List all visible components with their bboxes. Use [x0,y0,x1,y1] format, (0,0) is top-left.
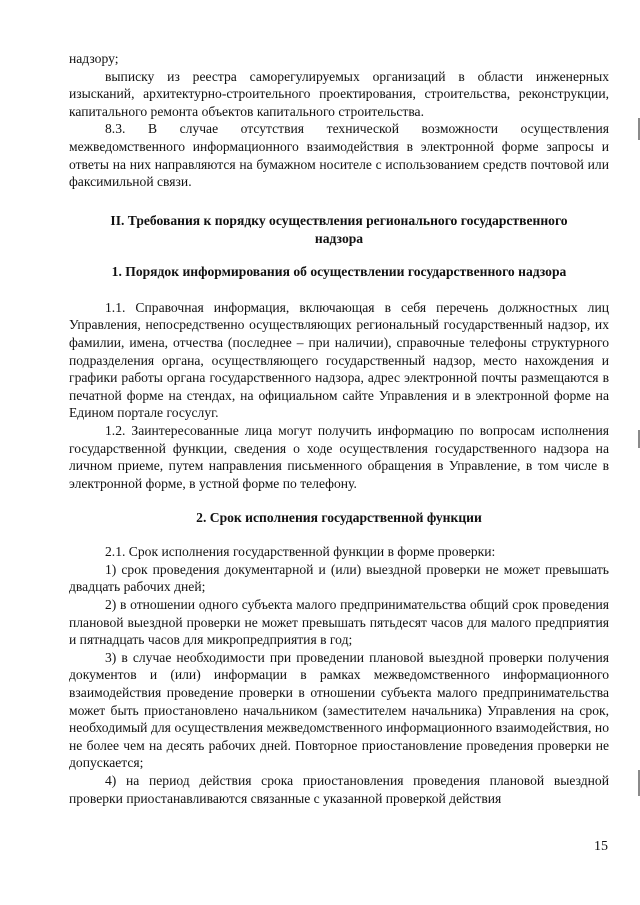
section-title: II. Требования к порядку осуществления регионального государственного [110,212,568,228]
paragraph: 1.1. Справочная информация, включающая в себя перечень должностных лиц Управления, непосредственно осуществляющих региональный государственный надзор, их фамилии, имена, отчества (последнее – при наличии), справочные телефоны структурного подразделения органа, осуществляющего государственный надзор, место нахождения и графики работы органа государственного надзора, адрес электронной почты размещаются в печатной форме на стендах, на официальном сайте Управления и в электронной форме на Едином портале госуслуг. [69,299,609,421]
paragraph: надзору; [69,51,119,66]
page-number: 15 [594,839,608,854]
paragraph: 1.2. Заинтересованные лица могут получить информацию по вопросам исполнения государственной функции, сведения о ходе осуществления государственного надзора на личном приеме, путем направления письменного обращения в Управление, в том числе в электронной форме, в устной форме по телефону. [69,422,609,491]
paragraph: 8.3. В случае отсутствия технической возможности осуществления межведомственного информационного взаимодействия в электронной форме запросы и ответы на них направляются на бумажном носителе с использованием средств почтовой или факсимильной связи. [69,121,609,190]
list-item: 4) на период действия срока приостановления проведения плановой выездной проверки приостанавливаются связанные с указанной проверкой действия [69,773,609,806]
list-item: 2) в отношении одного субъекта малого предпринимательства общий срок проведения плановой выездной проверки не может превышать пятьдесят часов для малого предприятия и пятнадцать часов для микропредприятия в год; [69,597,609,648]
subsection-title: 1. Порядок информирования об осуществлении государственного надзора [111,263,567,279]
section-title-continuation: надзора [314,230,364,246]
document-body [69,50,609,807]
paragraph: 2.1. Срок исполнения государственной функции в форме проверки: [105,544,496,560]
list-item: 1) срок проведения документарной и (или) выездной проверки не может превышать двадцать рабочих дней; [69,561,609,595]
subsection-title: 2. Срок исполнения государственной функции [196,510,482,526]
paragraph: выписку из реестра саморегулируемых организаций в области инженерных изысканий, архитектурно-строительного проектирования, строительства, реконструкции, капитального ремонта объектов капитального строительства. [69,68,609,119]
list-item: 3) в случае необходимости при проведении плановой выездной проверки получения документов и (или) информации в рамках межведомственного информационного взаимодействия проведение проверки в отношении субъекта малого предпринимательства может быть приостановлено начальником (заместителем начальника) Управления на срок, необходимый для осуществления межведомственного информационного взаимодействия, но не более чем на десять рабочих дней. Повторное приостановление проведения проверки не допускается; [69,649,609,771]
